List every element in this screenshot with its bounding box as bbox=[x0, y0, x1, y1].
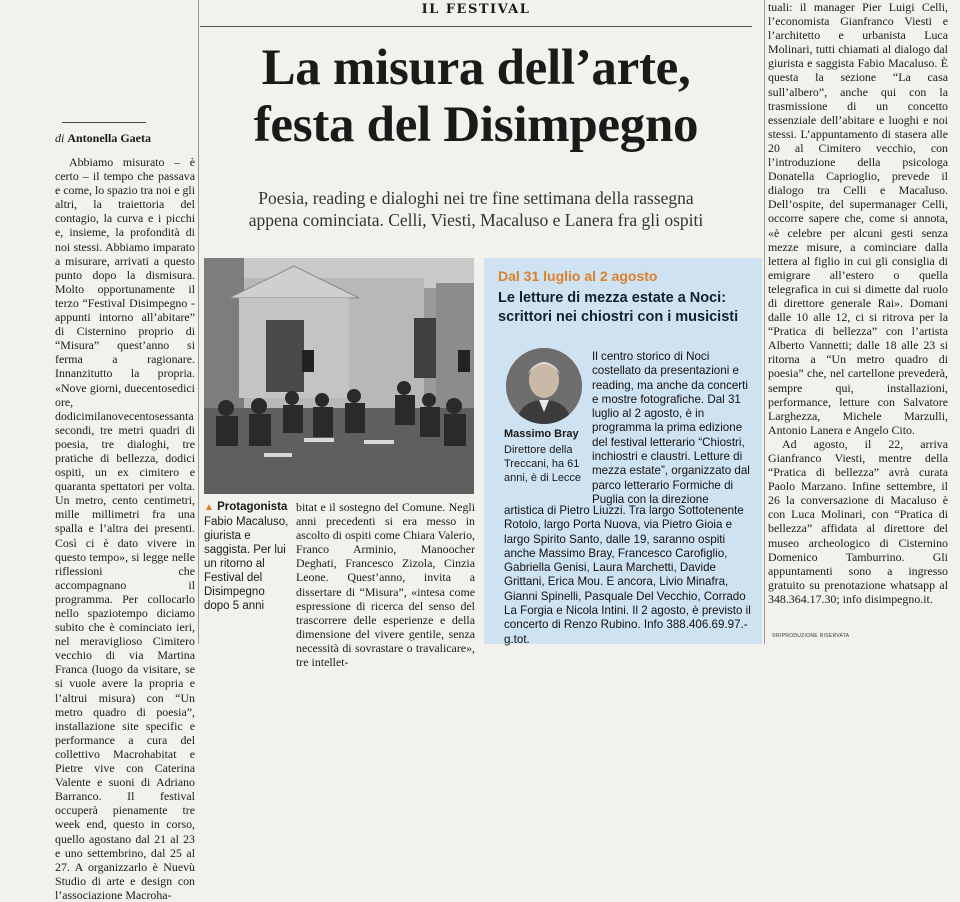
article-text-2: bitat e il sostegno del Comune. Negli anni precedenti si era messo in ascolto di ospiti come Chiara Valerio, Franco Arminio, Manoocher Deghati, Francesco Zizola, Cinzia Leone. Quest’anno, invita a dissertare di “Misura”, «intesa come espressione di ricerca del senso del trascorrere delle esperienze e della dimensione del vivere gentile, senza necessità di sovrastare o travalicare», tre intellet- bbox=[296, 500, 475, 670]
section-header bbox=[200, 0, 752, 24]
column-divider-left bbox=[198, 0, 199, 644]
byline-prefix: di bbox=[55, 131, 65, 145]
copyright-credit: ©RIPRODUZIONE RISERVATA bbox=[772, 633, 850, 639]
column-divider-right bbox=[764, 0, 765, 644]
subtitle-line-1: Poesia, reading e dialoghi nei tre fine settimana della rassegna bbox=[258, 188, 694, 208]
caption-text: Fabio Macaluso, giurista e saggista. Per lui un ritorno al Festival del Disimpegno dopo 5 anni bbox=[204, 516, 289, 612]
box-date: Dal 31 luglio al 2 agosto bbox=[498, 268, 658, 284]
byline-rule bbox=[62, 122, 146, 123]
person-name: Massimo Bray bbox=[504, 428, 579, 440]
article-text-1: Abbiamo misurato – è certo – il tempo che passava e come, lo spazio tra noi e gli altri, la traiettoria del contagio, la curva e i picchi e, insieme, la profondità di noi stessi. Abbiamo imparato a misurare, arrivati a questo punto dopo la dismisura. Molto opportunamente il terzo “Festival Disimpegno - appunti intorno all’abitare” di Cisternino proprio di “Misura” quest’anno si ferma a ragionare. Innanzitutto la propria. «Nove giorni, duecentosedici ore, dodicimilanovecentosessanta secondi, tre metri quadri di poesia, tre dialoghi, tre pratiche di bellezza, dodici ospiti, un ex cimitero e quaranta spettatori per volta. Un metro, cento centimetri, mille millimetri fra una spalla e l’altra dei presenti. Così ci è dato vivere in questo tempo», si legge nelle riflessioni che accompagnano il programma. Per collocarlo nello spaziotempo diciamo subito che è cominciato ieri, nel meraviglioso Cimitero vecchio di via Martina Franca (luogo da visitare, se si vuole avere la propria e l’altrui misura) con “Un metro quadro di poesia”, installazione site specific e performance a cura del collettivo Macrohabitat e Pietre vive con Caterina Valente e suoni di Adriano Barranco. Il festival occuperà pienamente tre week end, questo in corso, quello agostano dal 21 al 23 e uno settembrino, dal 25 al 27. A organizzarlo è Nuevù Studio di arte e design con l’associazione Macroha- bbox=[55, 155, 195, 902]
triangle-icon: ▲ bbox=[204, 502, 214, 513]
photo-illustration bbox=[204, 258, 474, 494]
article-text-3b: Ad agosto, il 22, arriva Gianfranco Viesti, mentre della “Pratica di bellezza” avrà curata Paolo Marzano. Infine settembre, il 26 la conversazione di Macaluso è con Luca Molinari, con “Pratica di bellezza” affidata al direttore del museo archeologico di Cisternino Domenico Tamburrino. Gli appuntamenti sono a ingresso gratuito su prenotazione whatsapp al 348.364.17.30; info disimpegno.it. bbox=[768, 436, 948, 606]
sidebar-box bbox=[484, 258, 762, 644]
avatar bbox=[506, 348, 582, 424]
headline-line-2: festa del Disimpegno bbox=[253, 97, 699, 153]
section-label: IL FESTIVAL bbox=[421, 2, 531, 17]
headline-line-1: La misura dell’arte, bbox=[261, 40, 691, 96]
article-column-3 bbox=[768, 0, 948, 606]
person-description: Direttore della Treccani, ha 61 anni, è di Lecce bbox=[504, 444, 582, 484]
box-text-1: Il centro storico di Noci costellato da presentazioni e reading, ma anche da concerti e mostre fotografiche. Dal 31 luglio al 2 agosto, è in programma la prima edizione del festival letterario “Chiostri, inchiostri e claustri. Letture di mezza estate”, organizzato dal parco letterario Formiche di Puglia con la direzione bbox=[592, 350, 750, 506]
headline bbox=[200, 40, 752, 154]
person-portrait-icon bbox=[506, 348, 582, 424]
box-headline: Le letture di mezza estate a Noci: scrittori nei chiostri con i musicisti bbox=[498, 290, 739, 325]
byline-author: Antonella Gaeta bbox=[67, 131, 152, 145]
article-text-3: tuali: il manager Pier Luigi Celli, l’economista Gianfranco Viesti e l’architetto e urbanista Luca Molinari, tutti chiamati al dialogo dal giurista e saggista Fabio Macaluso. È questa la sezione “La casa sull’albero”, anche qui con la trasmissione di un concetto essenziale dell’abitare e luoghi e noi stessi. L’appuntamento di stasera alle 20 al Cimitero vecchio, con l’introduzione della psicologa Donatella Caprioglio, prevede il dialogo tra Celli e Macaluso. Dell’ospite, del supermanager Celli, occorre sapere che, come si annota, «è celebre per alcuni gesti senza mezze misure, a cominciare dalla lettera al figlio in cui gli consiglia di emigrare all’estero o quella telegrafica in cui si dimette dal ruolo di direttore generale Rai». Domani dalle 10 alle 12, ci si ritrova per la “Pratica di bellezza” con l’artista Alberto Vannetti; dalle 18 alle 23 si ritorna a “Un metro quadro di poesia” che, nel cartellone prevederà, sempre qui, installazioni, performance, letture con Salvatore Larghezza, Michele Marzulli, Antonio Lanera e Angelo Cito. bbox=[768, 0, 948, 437]
article-photo bbox=[204, 258, 474, 494]
section-rule bbox=[200, 26, 752, 27]
subtitle bbox=[200, 187, 752, 231]
article-column-1 bbox=[55, 155, 195, 902]
photo-caption bbox=[204, 500, 290, 613]
box-text-2: artistica di Pietro Liuzzi. Tra largo Sottotenente Rotolo, largo Porta Nuova, via Pietro Gioia e largo Spirito Santo, dalle 19, saranno ospiti anche Massimo Bray, Francesco Carofiglio, Gabriella Genisi, Laura Marchetti, Davide Grittani, Erica Mou. E ancora, Livio Minafra, Gianni Spinelli, Pasquale Del Vecchio, Corrado La Forgia e Nicola Intini. Il 2 agosto, è previsto il concerto di Renzo Rubino. Info 388.406.69.97.- g.tot. bbox=[504, 504, 751, 646]
byline bbox=[55, 131, 195, 146]
caption-label: Protagonista bbox=[217, 501, 288, 513]
subtitle-line-2: appena cominciata. Celli, Viesti, Macaluso e Lanera fra gli ospiti bbox=[248, 210, 704, 230]
